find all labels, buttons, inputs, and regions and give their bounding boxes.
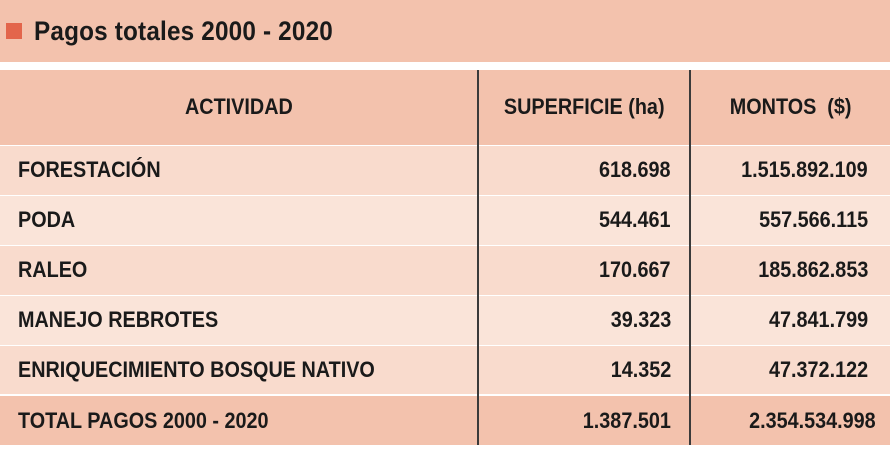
payments-table: [0, 70, 890, 445]
row-amount: 47.372.122: [690, 345, 890, 395]
title-bar: [0, 0, 890, 62]
payments-table-container: [0, 70, 890, 449]
title-square-icon: [6, 23, 22, 39]
row-surface: 544.461: [478, 195, 690, 245]
row-amount: 47.841.799: [690, 295, 890, 345]
row-amount: 185.862.853: [690, 245, 890, 295]
row-surface: 39.323: [478, 295, 690, 345]
table-header-row: [0, 70, 890, 145]
table-row: [0, 345, 890, 395]
table-row: [0, 295, 890, 345]
row-amount: 557.566.115: [690, 195, 890, 245]
row-activity: PODA: [0, 195, 478, 245]
row-surface: 618.698: [478, 145, 690, 195]
table-row: [0, 245, 890, 295]
total-surface: 1.387.501: [478, 395, 690, 445]
page-title: Pagos totales 2000 - 2020: [34, 15, 333, 46]
row-activity: ENRIQUECIMIENTO BOSQUE NATIVO: [0, 345, 478, 395]
header-amount: MONTOS ($): [729, 94, 852, 120]
total-activity: TOTAL PAGOS 2000 - 2020: [0, 395, 478, 445]
header-surface: SUPERFICIE (ha): [478, 70, 690, 145]
row-amount: 1.515.892.109: [690, 145, 890, 195]
row-activity: RALEO: [0, 245, 478, 295]
table-row: [0, 145, 890, 195]
header-activity: ACTIVIDAD: [0, 70, 478, 145]
row-surface: 14.352: [478, 345, 690, 395]
table-total-row: [0, 395, 890, 445]
row-activity: FORESTACIÓN: [0, 145, 478, 195]
row-activity: MANEJO REBROTES: [0, 295, 478, 345]
total-amount: 2.354.534.998: [690, 395, 890, 445]
row-surface: 170.667: [478, 245, 690, 295]
table-row: [0, 195, 890, 245]
